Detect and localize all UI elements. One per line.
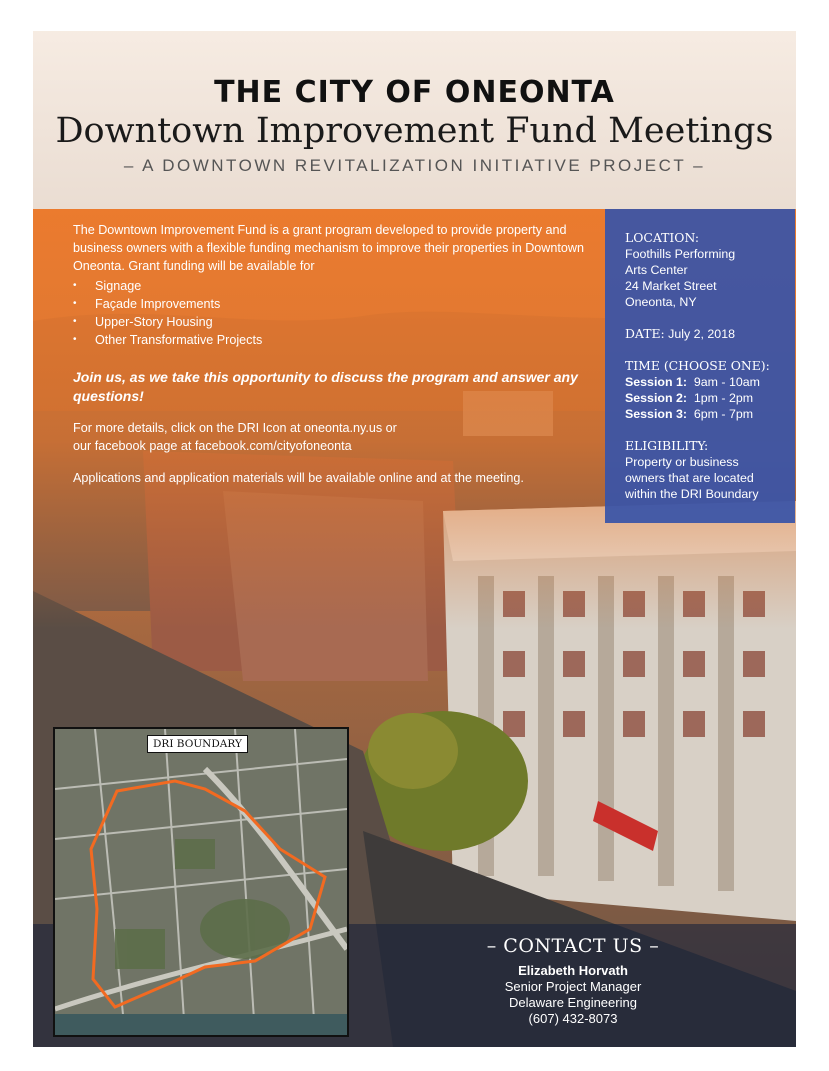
- session-time: 9am - 10am: [693, 375, 760, 389]
- eligibility-line: Property or business: [625, 455, 739, 469]
- page-subtitle: – A DOWNTOWN REVITALIZATION INITIATIVE PROJECT –: [123, 156, 706, 175]
- location-line: Arts Center: [625, 263, 688, 277]
- location-label: LOCATION:: [625, 230, 700, 245]
- program-description: [73, 221, 593, 487]
- intro-paragraph: The Downtown Improvement Fund is a grant program developed to provide property and business owners with a flexible funding mechanism to improve their properties in Downtown Oneonta. Grant funding will be available for: [73, 223, 584, 273]
- list-item: • Signage: [95, 277, 593, 295]
- location-block: [625, 230, 795, 310]
- applications-note: Applications and application materials will be available online and at the meeting.: [73, 471, 524, 485]
- list-item: • Upper-Story Housing: [95, 313, 593, 331]
- contact-role: Senior Project Manager: [504, 979, 642, 994]
- time-label: TIME (CHOOSE ONE):: [625, 358, 770, 373]
- page-title: Downtown Improvement Fund Meetings: [55, 111, 774, 151]
- flyer-page: [33, 31, 796, 1047]
- session-label: Session 3:: [625, 407, 687, 421]
- eligibility-line: within the DRI Boundary: [625, 487, 759, 501]
- session-label: Session 1:: [625, 375, 687, 389]
- list-item: • Façade Improvements: [95, 295, 593, 313]
- eligibility-label: ELIGIBILITY:: [625, 438, 709, 453]
- session-row: [625, 390, 795, 406]
- more-details-line-1: For more details, click on the DRI Icon at oneonta.ny.us or: [73, 421, 397, 435]
- session-row: [625, 374, 795, 390]
- funding-list: [73, 277, 593, 349]
- session-row: [625, 406, 795, 422]
- session-label: Session 2:: [625, 391, 687, 405]
- contact-block: [463, 935, 683, 1027]
- dri-boundary-map: [53, 727, 349, 1037]
- contact-phone: (607) 432-8073: [528, 1011, 618, 1026]
- session-time: 1pm - 2pm: [693, 391, 754, 405]
- more-details: [73, 419, 593, 455]
- contact-name: Elizabeth Horvath: [518, 963, 628, 978]
- eligibility-line: owners that are located: [625, 471, 754, 485]
- contact-company: Delaware Engineering: [509, 995, 637, 1010]
- list-item: • Other Transformative Projects: [95, 331, 593, 349]
- eligibility-block: [625, 438, 795, 502]
- date-label: DATE:: [625, 326, 665, 341]
- more-details-line-2: our facebook page at facebook.com/cityofoneonta: [73, 439, 352, 453]
- map-label: DRI BOUNDARY: [147, 735, 248, 753]
- meeting-info-box: [605, 209, 795, 523]
- location-line: Foothills Performing: [625, 247, 736, 261]
- time-block: [625, 358, 795, 422]
- join-invitation: Join us, as we take this opportunity to discuss the program and answer any questions!: [73, 369, 578, 404]
- date-value: July 2, 2018: [668, 327, 735, 341]
- date-block: [625, 326, 795, 342]
- session-time: 6pm - 7pm: [693, 407, 754, 421]
- contact-title: – CONTACT US –: [486, 935, 660, 957]
- header-banner: [33, 31, 796, 209]
- location-line: 24 Market Street: [625, 279, 717, 293]
- location-line: Oneonta, NY: [625, 295, 697, 309]
- city-name: THE CITY OF ONEONTA: [214, 75, 615, 110]
- aerial-map-image: [55, 729, 347, 1035]
